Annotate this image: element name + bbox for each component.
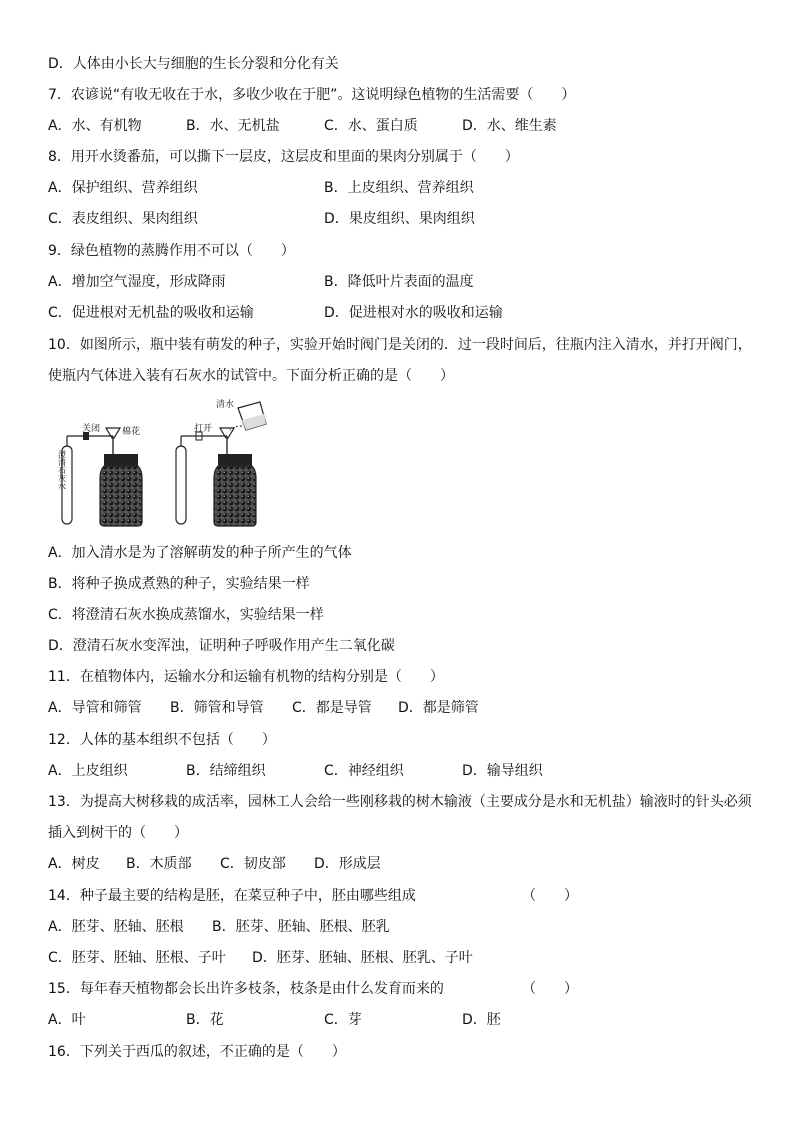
question-14-blank: （ ） [522, 888, 578, 904]
q10-option-d[interactable]: D．澄清石灰水变浑浊，证明种子呼吸作用产生二氧化碳 [48, 638, 395, 654]
q12-option-b[interactable]: B．结缔组织 [186, 763, 266, 779]
label-open: 打开 [194, 424, 213, 434]
q12-option-c[interactable]: C．神经组织 [324, 763, 404, 779]
experiment-figure [48, 398, 308, 528]
q7-option-a[interactable]: A．水、有机物 [48, 118, 142, 134]
question-10-line2: 使瓶内气体进入装有石灰水的试管中。下面分析正确的是（ ） [48, 368, 454, 384]
q9-option-b[interactable]: B．降低叶片表面的温度 [324, 274, 474, 290]
q13-option-d[interactable]: D．形成层 [314, 856, 381, 872]
q9-option-d[interactable]: D．促进根对水的吸收和运输 [324, 305, 503, 321]
q8-option-c[interactable]: C．表皮组织、果肉组织 [48, 211, 198, 227]
q13-option-c[interactable]: C．韧皮部 [220, 856, 286, 872]
q15-option-c[interactable]: C．芽 [324, 1012, 362, 1028]
q14-option-a[interactable]: A．胚芽、胚轴、胚根 [48, 919, 184, 935]
q10-option-c[interactable]: C．将澄清石灰水换成蒸馏水，实验结果一样 [48, 607, 324, 623]
q11-option-b[interactable]: B．筛管和导管 [170, 700, 264, 716]
question-10-line1: 10．如图所示，瓶中装有萌发的种子，实验开始时阀门是关闭的．过一段时间后，往瓶内注入清水，并打开阀门， [48, 337, 752, 353]
q10-option-a[interactable]: A．加入清水是为了溶解萌发的种子所产生的气体 [48, 545, 352, 561]
q8-option-d[interactable]: D．果皮组织、果肉组织 [324, 211, 475, 227]
q9-option-c[interactable]: C．促进根对无机盐的吸收和运输 [48, 305, 254, 321]
q7-option-d[interactable]: D．水、维生素 [462, 118, 557, 134]
q13-option-b[interactable]: B．木质部 [126, 856, 192, 872]
question-11: 11．在植物体内，运输水分和运输有机物的结构分别是（ ） [48, 669, 444, 685]
q14-option-c[interactable]: C．胚芽、胚轴、胚根、子叶 [48, 950, 226, 966]
stopper-left [104, 454, 138, 466]
question-13-line2: 插入到树干的（ ） [48, 825, 188, 841]
question-16: 16．下列关于西瓜的叙述，不正确的是（ ） [48, 1044, 346, 1060]
q13-option-a[interactable]: A．树皮 [48, 856, 100, 872]
question-15: 15．每年春天植物都会长出许多枝条，枝条是由什么发育而来的 [48, 981, 444, 997]
bottle-right [214, 466, 256, 526]
label-water: 清水 [216, 400, 235, 410]
q15-option-a[interactable]: A．叶 [48, 1012, 86, 1028]
question-9: 9．绿色植物的蒸腾作用不可以（ ） [48, 243, 295, 259]
label-cotton: 棉花 [122, 427, 141, 437]
label-limewater: 澄清石灰水 [57, 450, 67, 490]
q15-option-d[interactable]: D．胚 [462, 1012, 501, 1028]
label-closed: 关闭 [82, 424, 101, 434]
question-7: 7．农谚说“有收无收在于水，多收少收在于肥”。这说明绿色植物的生活需要（ ） [48, 87, 576, 103]
q8-option-b[interactable]: B．上皮组织、营养组织 [324, 180, 474, 196]
test-tube-right [176, 446, 186, 524]
bottle-left [100, 466, 142, 526]
q7-option-b[interactable]: B．水、无机盐 [186, 118, 280, 134]
question-13-line1: 13．为提高大树移栽的成活率，园林工人会给一些刚移栽的树木输液（主要成分是水和无机盐）输液时的针头必须 [48, 794, 752, 810]
question-12: 12．人体的基本组织不包括（ ） [48, 732, 276, 748]
q7-option-c[interactable]: C．水、蛋白质 [324, 118, 418, 134]
stopper-right [218, 454, 252, 466]
q9-option-a[interactable]: A．增加空气湿度，形成降雨 [48, 274, 226, 290]
q11-option-a[interactable]: A．导管和筛管 [48, 700, 142, 716]
q8-option-a[interactable]: A．保护组织、营养组织 [48, 180, 198, 196]
question-14: 14．种子最主要的结构是胚，在菜豆种子中，胚由哪些组成 [48, 888, 416, 904]
q11-option-d[interactable]: D．都是筛管 [398, 700, 479, 716]
q11-option-c[interactable]: C．都是导管 [292, 700, 372, 716]
option-prev-D: D．人体由小长大与细胞的生长分裂和分化有关 [48, 56, 339, 72]
experiment-diagram [48, 398, 308, 528]
q12-option-a[interactable]: A．上皮组织 [48, 763, 128, 779]
apparatus-closed [58, 422, 143, 526]
question-8: 8．用开水烫番茄，可以撕下一层皮，这层皮和里面的果肉分别属于（ ） [48, 149, 519, 165]
apparatus-open [176, 398, 266, 526]
q14-option-b[interactable]: B．胚芽、胚轴、胚根、胚乳 [212, 919, 390, 935]
q14-option-d[interactable]: D．胚芽、胚轴、胚根、胚乳、子叶 [252, 950, 473, 966]
question-15-blank: （ ） [522, 981, 578, 997]
q15-option-b[interactable]: B．花 [186, 1012, 224, 1028]
q12-option-d[interactable]: D．输导组织 [462, 763, 543, 779]
q10-option-b[interactable]: B．将种子换成煮熟的种子，实验结果一样 [48, 576, 310, 592]
